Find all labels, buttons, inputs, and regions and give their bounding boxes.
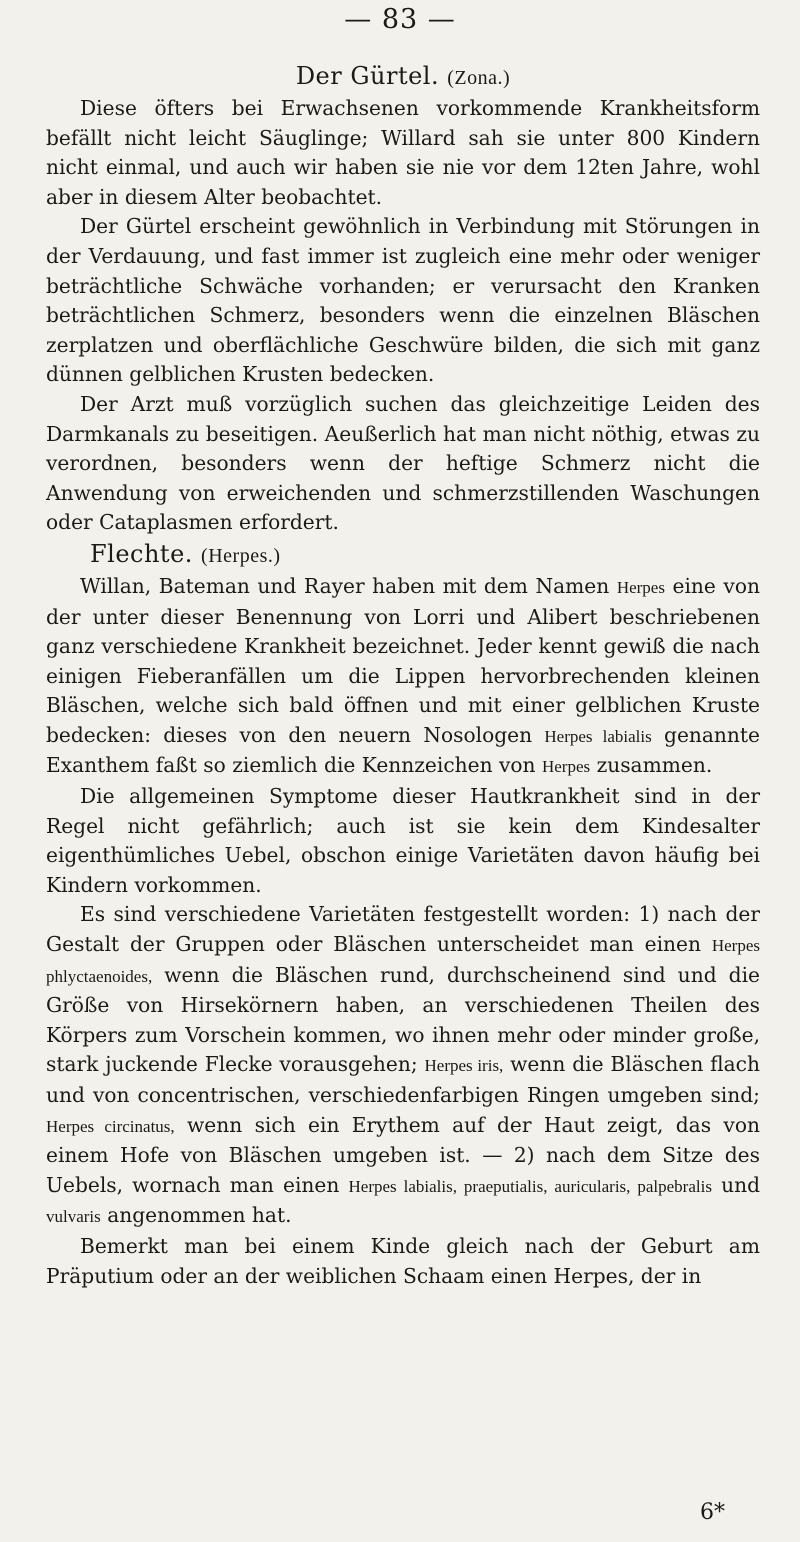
latin-term: Herpes [541, 757, 591, 777]
text-run: Es sind verschiedene Varietäten festgestellt worden: 1) nach der Gestalt der Gruppen oder Bläschen unterscheidet man einen [46, 902, 760, 957]
latin-term: Herpes [616, 577, 665, 597]
heading-latin: (Zona.) [447, 67, 511, 89]
text-run: Willan, Bateman und Rayer haben mit dem Namen [80, 573, 610, 598]
section-heading-herpes [46, 540, 760, 568]
paragraph: Der Gürtel erscheint gewöhnlich in Verbindung mit Störungen in der Verdauung, und fast immer ist zugleich eine mehr oder weniger beträchtliche Schwäche vorhanden; er verursacht den Kranken beträchtlichen Schmerz, besonders wenn die einzelnen Bläschen zerplatzen und oberflächliche Geschwüre bilden, die sich mit ganz dünnen gelblichen Krusten bedecken. [46, 214, 760, 387]
heading-latin: (Herpes.) [201, 544, 281, 567]
heading-title: Flechte. [90, 539, 193, 568]
text-run: wenn die Bläschen flach und von concentrischen, verschiedenfarbigen Ringen umgeben sind; [46, 1052, 760, 1107]
text-run: eine von der unter dieser Benennung von Lorri und Alibert beschriebenen ganz verschiedene Krankheit bezeichnet. Jeder kennt gewiß die nach einigen Fieberanfällen um die Lippen hervorbrechenden kleinen Bläschen, welche sich bald öffnen und mit einer gelblichen Kruste bedecken: dieses von den neuern Nosologen [46, 573, 760, 747]
text-run: wenn sich ein Erythem auf der Haut zeigt, das von einem Hofe von Bläschen umgeben ist. — 2) nach dem Sitze des Uebels, wornach man einen [46, 1112, 760, 1197]
latin-term: Herpes circinatus, [46, 1116, 175, 1136]
latin-term: Herpes labialis [544, 726, 652, 746]
page-number: — 83 — [344, 4, 456, 35]
paragraph: Diese öfters bei Erwachsenen vorkommende Krankheitsform befällt nicht leicht Säuglinge; Willard sah sie unter 800 Kindern nicht einmal, und auch wir haben sie nie vor dem 12ten Jahre, wohl aber in diesem Alter beobachtet. [46, 96, 760, 209]
latin-term: vulvaris [46, 1207, 101, 1227]
latin-term: Herpes iris, [424, 1056, 504, 1076]
latin-term: Herpes phlyctaenoides, [46, 936, 761, 986]
text-run: und [721, 1172, 761, 1197]
paragraph: Bemerkt man bei einem Kinde gleich nach der Geburt am Präputium oder an der weiblichen Schaam einen Herpes, der in [46, 1233, 760, 1288]
paragraph [46, 572, 760, 782]
paragraph: Der Arzt muß vorzüglich suchen das gleichzeitige Leiden des Darmkanals zu beseitigen. Aeußerlich hat man nicht nöthig, etwas zu verordnen, besonders wenn der heftige Schmerz nicht die Anwendung von erweichenden und schmerzstillenden Waschungen oder Cataplasmen erfordert. [46, 391, 760, 535]
text-run: genannte Exanthem faßt so ziemlich die Kennzeichen von [46, 722, 760, 778]
page-content [46, 62, 760, 1291]
text-run: zusammen. [596, 753, 713, 778]
signature-mark: 6* [700, 1500, 725, 1525]
paragraph: Die allgemeinen Symptome dieser Hautkrankheit sind in der Regel nicht gefährlich; auch ist sie kein dem Kindesalter eigenthümliches Uebel, obschon einige Varietäten davon häufig bei Kindern vorkommen. [46, 784, 760, 897]
text-run: wenn die Bläschen rund, durchscheinend sind und die Größe von Hirsekörnern haben, an verschiedenen Theilen des Körpers zum Vorschein kommen, wo ihnen mehr oder minder große, stark juckende Flecke vorausgehen; [46, 962, 760, 1077]
heading-title: Der Gürtel. [295, 62, 440, 90]
section-heading-zona [46, 62, 760, 90]
latin-term: Herpes labialis, praeputialis, auricularis, palpebralis [348, 1176, 712, 1196]
text-run: angenommen hat. [107, 1203, 292, 1228]
paragraph [46, 900, 760, 1232]
